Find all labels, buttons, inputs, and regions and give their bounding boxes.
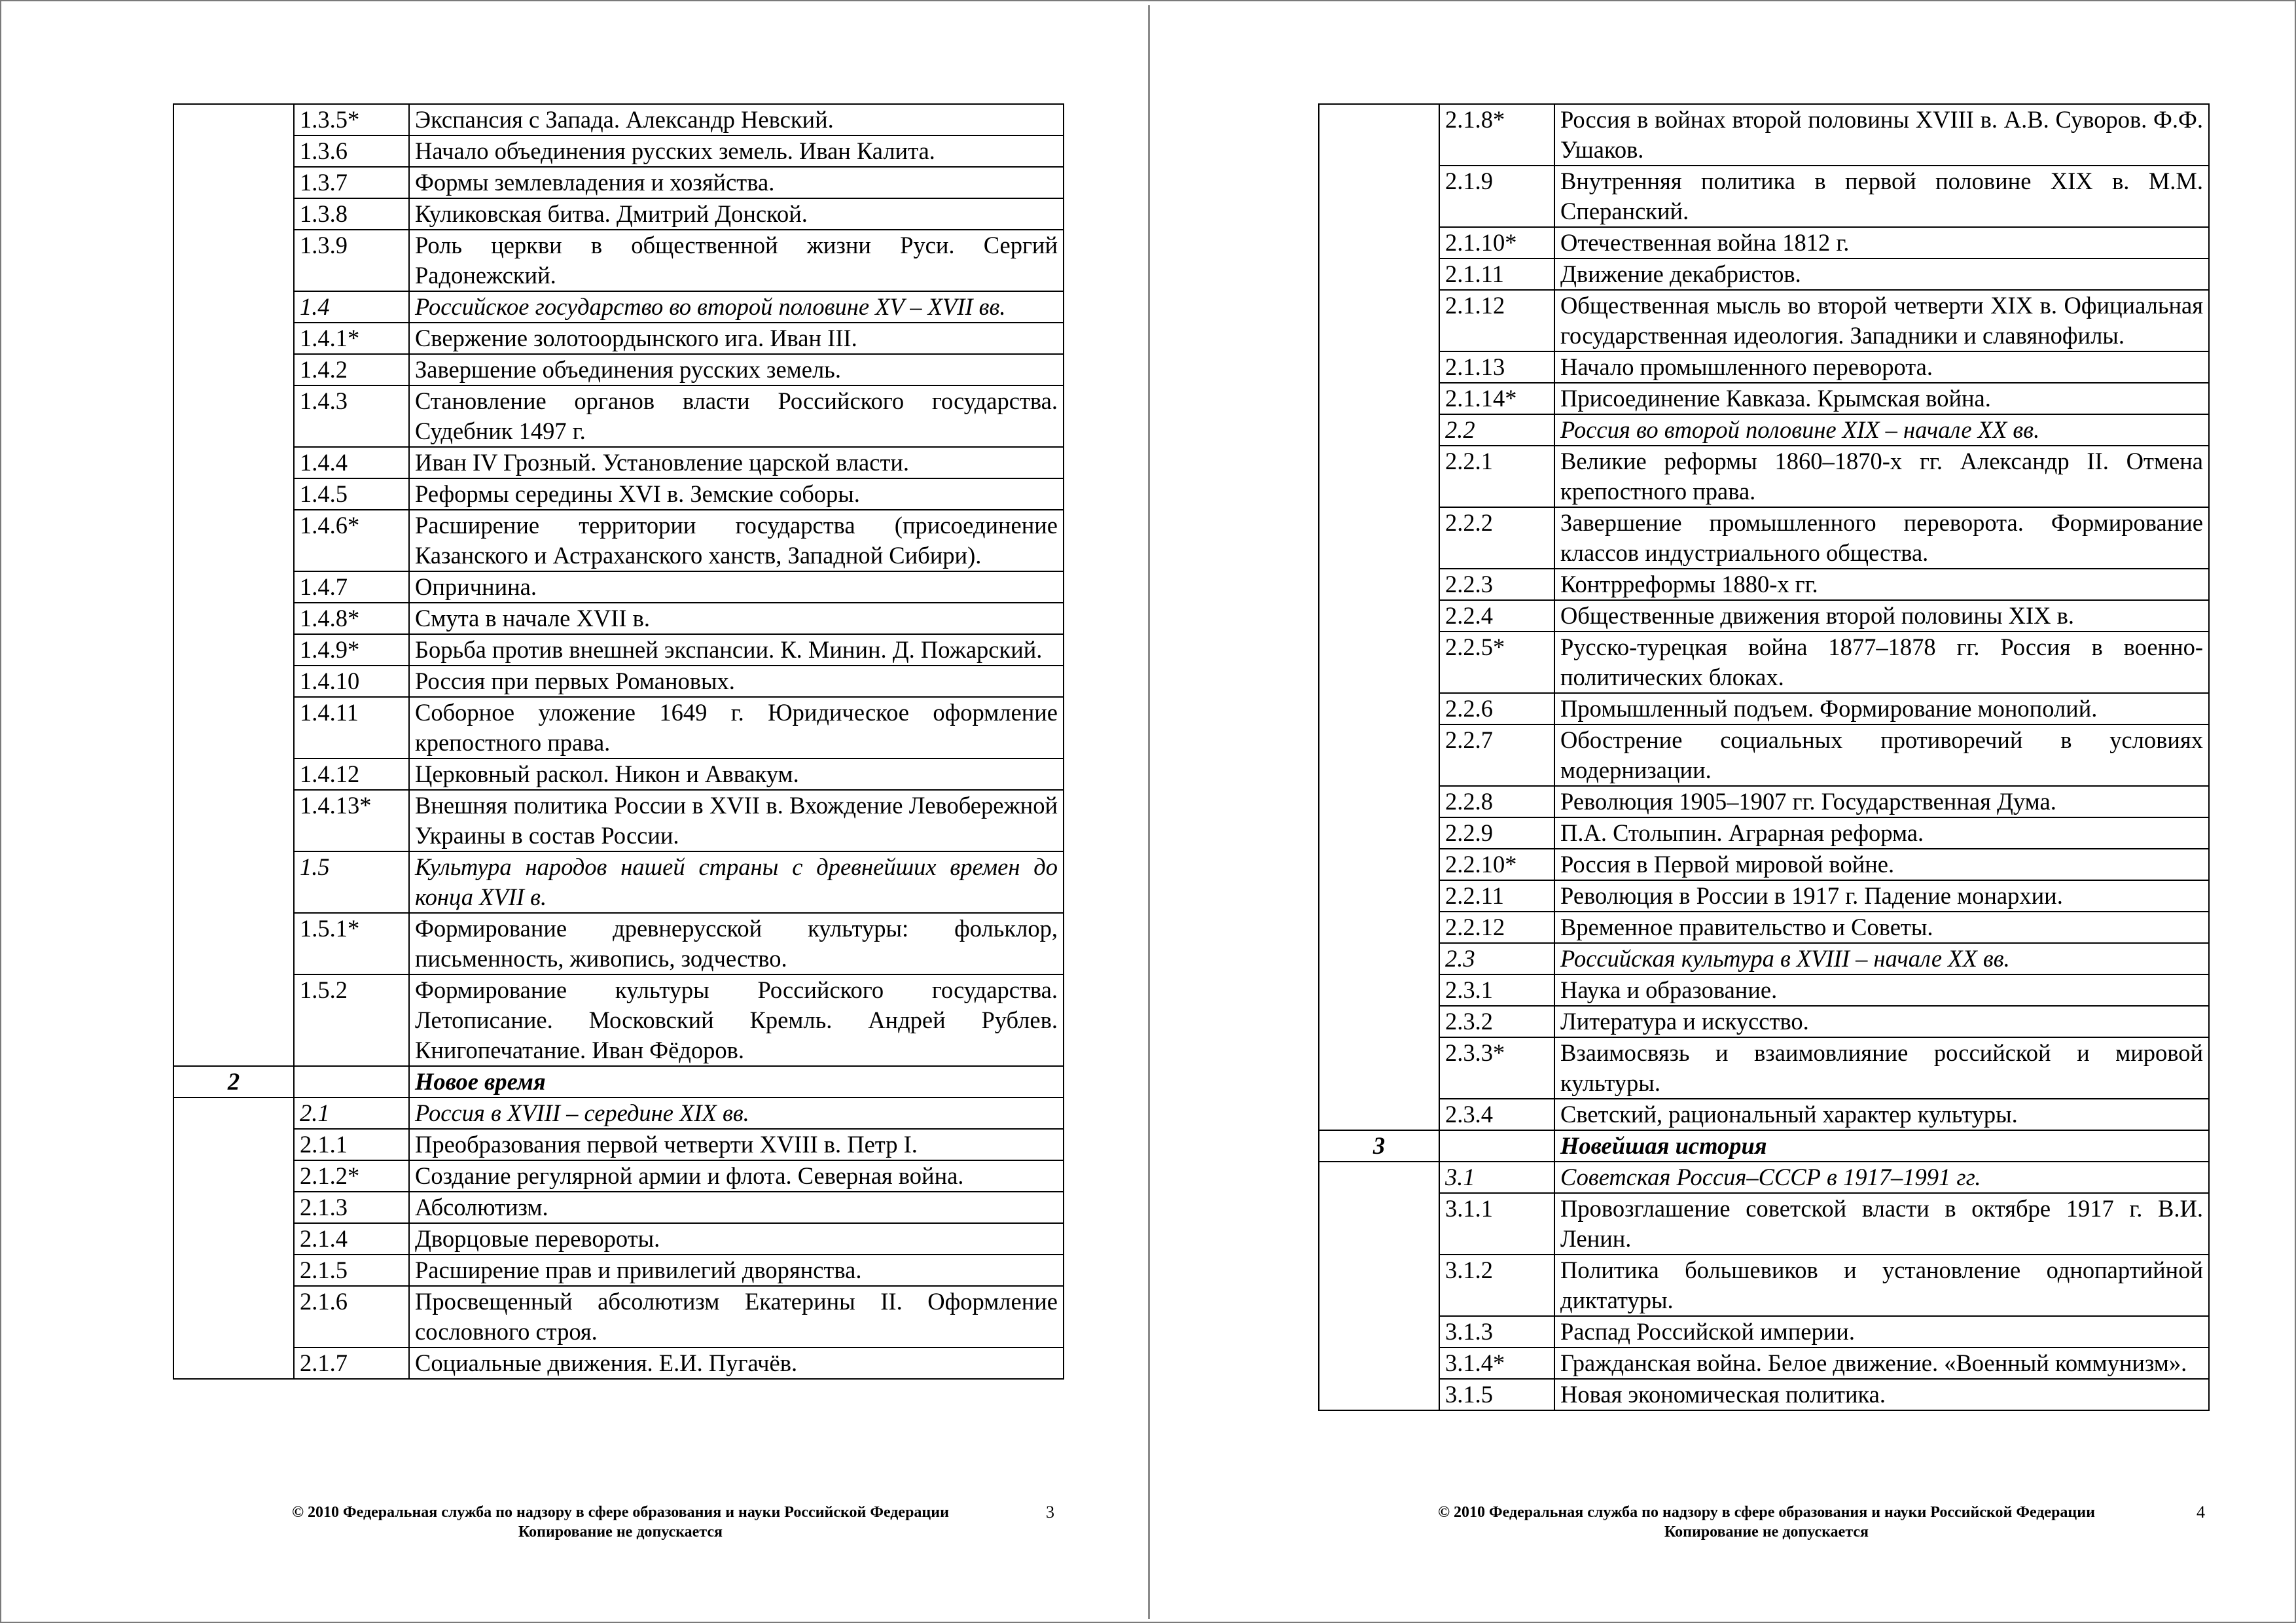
topic-code-cell: 3.1.4* bbox=[1439, 1347, 1554, 1379]
table-row bbox=[1319, 414, 2209, 446]
table-row bbox=[1319, 943, 2209, 974]
topic-title-cell: Формирование древнерусской культуры: фольклор, письменность, живопись, зодчество. bbox=[409, 913, 1064, 974]
section-number-cell bbox=[1319, 1006, 1439, 1037]
topic-code-cell: 1.5.2 bbox=[294, 974, 409, 1066]
table-row bbox=[173, 291, 1064, 323]
table-row bbox=[173, 1347, 1064, 1379]
section-number-cell bbox=[1319, 786, 1439, 817]
page-divider bbox=[1148, 5, 1150, 1619]
topic-code-cell: 1.3.5* bbox=[294, 104, 409, 135]
table-row bbox=[1319, 724, 2209, 786]
topic-title-cell: Церковный раскол. Никон и Аввакум. bbox=[409, 758, 1064, 790]
topic-title-cell: Куликовская битва. Дмитрий Донской. bbox=[409, 198, 1064, 230]
topic-code-cell: 2.1.9 bbox=[1439, 166, 1554, 227]
topic-title-cell: Расширение прав и привилегий дворянства. bbox=[409, 1255, 1064, 1286]
topic-title-cell: Контрреформы 1880-х гг. bbox=[1554, 569, 2209, 600]
section-number-cell bbox=[173, 1286, 294, 1347]
section-number-cell bbox=[173, 1255, 294, 1286]
section-number-cell bbox=[1319, 1193, 1439, 1255]
table-row bbox=[1319, 569, 2209, 600]
table-row bbox=[173, 603, 1064, 634]
topic-code-cell: 2.2.11 bbox=[1439, 880, 1554, 912]
topic-code-cell: 2.1.5 bbox=[294, 1255, 409, 1286]
table-row bbox=[173, 1160, 1064, 1192]
table-row bbox=[173, 198, 1064, 230]
section-number-cell bbox=[173, 1192, 294, 1223]
topics-table-page-4 bbox=[1318, 103, 2210, 1411]
table-row bbox=[173, 510, 1064, 571]
table-row bbox=[1319, 1347, 2209, 1379]
topic-code-cell: 1.4.2 bbox=[294, 354, 409, 385]
topic-code-cell: 2.3 bbox=[1439, 943, 1554, 974]
topic-title-cell: Россия во второй половине XIX – начале XX вв. bbox=[1554, 414, 2209, 446]
table-row bbox=[173, 385, 1064, 447]
section-number-cell bbox=[1319, 1099, 1439, 1130]
topic-code-cell: 2.1.12 bbox=[1439, 290, 1554, 351]
topic-title-cell: Формы землевладения и хозяйства. bbox=[409, 167, 1064, 198]
topic-code-cell: 2.2.6 bbox=[1439, 693, 1554, 724]
topic-code-cell: 1.4.3 bbox=[294, 385, 409, 447]
topic-title-cell: Дворцовые перевороты. bbox=[409, 1223, 1064, 1255]
table-row bbox=[1319, 600, 2209, 632]
topic-code-cell: 2.2.7 bbox=[1439, 724, 1554, 786]
table-row bbox=[1319, 1316, 2209, 1347]
topic-code-cell: 1.4.12 bbox=[294, 758, 409, 790]
topic-title-cell: Соборное уложение 1649 г. Юридическое оформление крепостного права. bbox=[409, 697, 1064, 758]
topic-code-cell bbox=[1439, 1130, 1554, 1162]
topic-title-cell: Российское государство во второй половине XV – XVII вв. bbox=[409, 291, 1064, 323]
topic-code-cell: 2.1.4 bbox=[294, 1223, 409, 1255]
table-row bbox=[173, 1192, 1064, 1223]
section-number-cell bbox=[1319, 632, 1439, 693]
section-number-cell bbox=[173, 571, 294, 603]
table-row bbox=[1319, 1099, 2209, 1130]
topic-code-cell: 1.4.13* bbox=[294, 790, 409, 851]
topic-title-cell: Провозглашение советской власти в октябре 1917 г. В.И. Ленин. bbox=[1554, 1193, 2209, 1255]
topic-code-cell: 2.1.3 bbox=[294, 1192, 409, 1223]
table-row bbox=[173, 447, 1064, 478]
topic-title-cell: Советская Россия–СССР в 1917–1991 гг. bbox=[1554, 1162, 2209, 1193]
topic-title-cell: Иван IV Грозный. Установление царской власти. bbox=[409, 447, 1064, 478]
topic-code-cell: 2.1.6 bbox=[294, 1286, 409, 1347]
section-number-cell bbox=[1319, 849, 1439, 880]
section-number-cell bbox=[1319, 414, 1439, 446]
topic-title-cell: Обострение социальных противоречий в условиях модернизации. bbox=[1554, 724, 2209, 786]
table-row bbox=[173, 354, 1064, 385]
topic-title-cell: Гражданская война. Белое движение. «Военный коммунизм». bbox=[1554, 1347, 2209, 1379]
section-number-cell bbox=[1319, 1316, 1439, 1347]
topic-code-cell: 2.1.8* bbox=[1439, 104, 1554, 166]
topic-code-cell: 2.3.1 bbox=[1439, 974, 1554, 1006]
section-number-cell bbox=[1319, 569, 1439, 600]
topic-code-cell: 2.2.4 bbox=[1439, 600, 1554, 632]
section-number-cell bbox=[173, 385, 294, 447]
section-number-cell bbox=[173, 354, 294, 385]
table-row bbox=[1319, 817, 2209, 849]
topic-title-cell: Внешняя политика России в XVII в. Вхождение Левобережной Украины в состав России. bbox=[409, 790, 1064, 851]
copyright-notice: © 2010 Федеральная служба по надзору в сфере образования и науки Российской Федерации bbox=[1438, 1504, 2095, 1521]
topic-title-cell: Культура народов нашей страны с древнейших времен до конца XVII в. bbox=[409, 851, 1064, 913]
table-row bbox=[173, 851, 1064, 913]
topic-code-cell: 2.1.1 bbox=[294, 1129, 409, 1160]
topic-code-cell: 1.4.9* bbox=[294, 634, 409, 666]
table-row bbox=[1319, 166, 2209, 227]
section-number-cell bbox=[173, 697, 294, 758]
section-number-cell bbox=[1319, 259, 1439, 290]
topic-title-cell: Социальные движения. Е.И. Пугачёв. bbox=[409, 1347, 1064, 1379]
section-number-cell bbox=[1319, 880, 1439, 912]
topic-code-cell: 2.2 bbox=[1439, 414, 1554, 446]
topic-code-cell: 2.1.14* bbox=[1439, 383, 1554, 414]
topic-code-cell: 3.1.5 bbox=[1439, 1379, 1554, 1410]
section-number-cell bbox=[173, 1347, 294, 1379]
topic-code-cell: 2.1.2* bbox=[294, 1160, 409, 1192]
topic-title-cell: Литература и искусство. bbox=[1554, 1006, 2209, 1037]
section-number-cell bbox=[173, 510, 294, 571]
table-row bbox=[1319, 1193, 2209, 1255]
topic-title-cell: Завершение промышленного переворота. Формирование классов индустриального общества. bbox=[1554, 507, 2209, 569]
topic-code-cell: 1.4.1* bbox=[294, 323, 409, 354]
section-number-cell bbox=[173, 666, 294, 697]
table-row bbox=[173, 1097, 1064, 1129]
section-number-cell bbox=[173, 104, 294, 135]
topic-title-cell: Революция 1905–1907 гг. Государственная Дума. bbox=[1554, 786, 2209, 817]
table-row bbox=[173, 697, 1064, 758]
section-number-cell bbox=[173, 1129, 294, 1160]
topic-title-cell: Смута в начале XVII в. bbox=[409, 603, 1064, 634]
topic-title-cell: Светский, рациональный характер культуры. bbox=[1554, 1099, 2209, 1130]
table-row bbox=[173, 1223, 1064, 1255]
section-number-cell bbox=[173, 603, 294, 634]
topic-title-cell: Роль церкви в общественной жизни Руси. Сергий Радонежский. bbox=[409, 230, 1064, 291]
topic-code-cell: 2.2.12 bbox=[1439, 912, 1554, 943]
topic-title-cell: Борьба против внешней экспансии. К. Минин. Д. Пожарский. bbox=[409, 634, 1064, 666]
topic-code-cell: 1.4.11 bbox=[294, 697, 409, 758]
table-row bbox=[1319, 227, 2209, 259]
topic-title-cell: Просвещенный абсолютизм Екатерины II. Оформление сословного строя. bbox=[409, 1286, 1064, 1347]
topic-title-cell: Россия в войнах второй половины XVIII в. А.В. Суворов. Ф.Ф. Ушаков. bbox=[1554, 104, 2209, 166]
section-number-cell bbox=[173, 135, 294, 167]
page-3 bbox=[5, 7, 1144, 1616]
table-row bbox=[1319, 632, 2209, 693]
topic-code-cell: 3.1.3 bbox=[1439, 1316, 1554, 1347]
topic-code-cell: 2.1.11 bbox=[1439, 259, 1554, 290]
topic-code-cell: 2.3.3* bbox=[1439, 1037, 1554, 1099]
section-number-cell bbox=[173, 291, 294, 323]
table-row bbox=[1319, 290, 2209, 351]
topic-title-cell: Движение декабристов. bbox=[1554, 259, 2209, 290]
table-row bbox=[173, 167, 1064, 198]
section-number-cell bbox=[1319, 724, 1439, 786]
topic-code-cell: 2.1.7 bbox=[294, 1347, 409, 1379]
topic-title-cell: Присоединение Кавказа. Крымская война. bbox=[1554, 383, 2209, 414]
topic-code-cell: 1.3.6 bbox=[294, 135, 409, 167]
section-number-cell bbox=[1319, 166, 1439, 227]
table-row bbox=[173, 1066, 1064, 1097]
topic-code-cell: 1.4.6* bbox=[294, 510, 409, 571]
section-number-cell bbox=[173, 230, 294, 291]
topic-code-cell: 1.3.8 bbox=[294, 198, 409, 230]
topic-code-cell: 2.1.10* bbox=[1439, 227, 1554, 259]
topic-title-cell: Великие реформы 1860–1870-х гг. Александр II. Отмена крепостного права. bbox=[1554, 446, 2209, 507]
table-row bbox=[173, 135, 1064, 167]
section-number-cell bbox=[1319, 943, 1439, 974]
table-row bbox=[1319, 786, 2209, 817]
copyright-notice: © 2010 Федеральная служба по надзору в сфере образования и науки Российской Федерации bbox=[292, 1504, 949, 1521]
topic-code-cell: 1.5.1* bbox=[294, 913, 409, 974]
section-number-cell bbox=[173, 1097, 294, 1129]
topic-code-cell: 2.2.1 bbox=[1439, 446, 1554, 507]
table-row bbox=[1319, 507, 2209, 569]
table-row bbox=[173, 1286, 1064, 1347]
topic-code-cell: 2.2.3 bbox=[1439, 569, 1554, 600]
section-number-cell bbox=[1319, 383, 1439, 414]
section-number-cell bbox=[1319, 351, 1439, 383]
topic-title-cell: Экспансия с Запада. Александр Невский. bbox=[409, 104, 1064, 135]
topic-title-cell: Становление органов власти Российского государства. Судебник 1497 г. bbox=[409, 385, 1064, 447]
topic-code-cell bbox=[294, 1066, 409, 1097]
topic-title-cell: Общественные движения второй половины XIX в. bbox=[1554, 600, 2209, 632]
copy-restriction-notice: Копирование не допускается bbox=[1664, 1524, 1869, 1541]
topic-code-cell: 3.1 bbox=[1439, 1162, 1554, 1193]
section-number-cell bbox=[1319, 104, 1439, 166]
section-number-cell bbox=[1319, 817, 1439, 849]
table-row bbox=[1319, 693, 2209, 724]
topic-title-cell: Завершение объединения русских земель. bbox=[409, 354, 1064, 385]
topic-title-cell: Новое время bbox=[409, 1066, 1064, 1097]
topic-title-cell: Свержение золотоордынского ига. Иван III. bbox=[409, 323, 1064, 354]
table-row bbox=[1319, 1130, 2209, 1162]
table-row bbox=[1319, 849, 2209, 880]
page-4 bbox=[1155, 7, 2293, 1616]
table-row bbox=[1319, 974, 2209, 1006]
table-row bbox=[1319, 1162, 2209, 1193]
table-row bbox=[1319, 259, 2209, 290]
topic-title-cell: Россия при первых Романовых. bbox=[409, 666, 1064, 697]
topic-title-cell: Реформы середины XVI в. Земские соборы. bbox=[409, 478, 1064, 510]
topic-title-cell: П.А. Столыпин. Аграрная реформа. bbox=[1554, 817, 2209, 849]
topic-code-cell: 3.1.2 bbox=[1439, 1255, 1554, 1316]
section-number-cell bbox=[173, 1223, 294, 1255]
topic-code-cell: 3.1.1 bbox=[1439, 1193, 1554, 1255]
topic-title-cell: Взаимосвязь и взаимовлияние российской и мировой культуры. bbox=[1554, 1037, 2209, 1099]
copy-restriction-notice: Копирование не допускается bbox=[518, 1524, 723, 1541]
section-number-cell bbox=[173, 758, 294, 790]
table-row bbox=[173, 478, 1064, 510]
section-number-cell bbox=[173, 323, 294, 354]
topic-title-cell: Россия в XVIII – середине XIX вв. bbox=[409, 1097, 1064, 1129]
topic-title-cell: Создание регулярной армии и флота. Северная война. bbox=[409, 1160, 1064, 1192]
topic-code-cell: 1.5 bbox=[294, 851, 409, 913]
table-row bbox=[1319, 383, 2209, 414]
section-number-cell bbox=[173, 851, 294, 913]
topic-code-cell: 2.2.5* bbox=[1439, 632, 1554, 693]
section-number-cell bbox=[1319, 507, 1439, 569]
table-row bbox=[1319, 351, 2209, 383]
topic-title-cell: Внутренняя политика в первой половине XIX в. М.М. Сперанский. bbox=[1554, 166, 2209, 227]
topic-title-cell: Наука и образование. bbox=[1554, 974, 2209, 1006]
section-number-cell: 3 bbox=[1319, 1130, 1439, 1162]
topic-code-cell: 1.3.7 bbox=[294, 167, 409, 198]
table-row bbox=[1319, 104, 2209, 166]
table-row bbox=[1319, 1255, 2209, 1316]
topic-code-cell: 2.2.8 bbox=[1439, 786, 1554, 817]
topic-code-cell: 2.1 bbox=[294, 1097, 409, 1129]
topic-code-cell: 1.3.9 bbox=[294, 230, 409, 291]
section-number-cell bbox=[173, 634, 294, 666]
page-footer bbox=[267, 1503, 974, 1542]
table-row bbox=[173, 758, 1064, 790]
topic-title-cell: Новейшая история bbox=[1554, 1130, 2209, 1162]
topic-title-cell: Новая экономическая политика. bbox=[1554, 1379, 2209, 1410]
topic-code-cell: 1.4.10 bbox=[294, 666, 409, 697]
topics-table-page-3 bbox=[173, 103, 1064, 1380]
topic-title-cell: Революция в России в 1917 г. Падение монархии. bbox=[1554, 880, 2209, 912]
table-row bbox=[1319, 1006, 2209, 1037]
topic-title-cell: Русско-турецкая война 1877–1878 гг. Россия в военно-политических блоках. bbox=[1554, 632, 2209, 693]
topic-code-cell: 1.4.5 bbox=[294, 478, 409, 510]
topic-title-cell: Расширение территории государства (присоединение Казанского и Астраханского ханств, Западной Сибири). bbox=[409, 510, 1064, 571]
section-number-cell bbox=[173, 198, 294, 230]
topic-title-cell: Общественная мысль во второй четверти XIX в. Официальная государственная идеология. Западники и славянофилы. bbox=[1554, 290, 2209, 351]
section-number-cell bbox=[1319, 600, 1439, 632]
table-row bbox=[173, 974, 1064, 1066]
section-number-cell bbox=[1319, 693, 1439, 724]
section-number-cell bbox=[173, 447, 294, 478]
page-number: 3 bbox=[1046, 1503, 1054, 1522]
table-row bbox=[1319, 912, 2209, 943]
topic-title-cell: Формирование культуры Российского государства. Летописание. Московский Кремль. Андрей Рублев. Книгопечатание. Иван Фёдоров. bbox=[409, 974, 1064, 1066]
section-number-cell bbox=[173, 790, 294, 851]
topic-title-cell: Распад Российской империи. bbox=[1554, 1316, 2209, 1347]
topic-title-cell: Россия в Первой мировой войне. bbox=[1554, 849, 2209, 880]
table-row bbox=[173, 1255, 1064, 1286]
topic-title-cell: Начало промышленного переворота. bbox=[1554, 351, 2209, 383]
topic-code-cell: 1.4.4 bbox=[294, 447, 409, 478]
topic-code-cell: 1.4.8* bbox=[294, 603, 409, 634]
topic-code-cell: 2.3.2 bbox=[1439, 1006, 1554, 1037]
topic-code-cell: 2.3.4 bbox=[1439, 1099, 1554, 1130]
section-number-cell bbox=[1319, 1255, 1439, 1316]
section-number-cell bbox=[173, 1160, 294, 1192]
topic-title-cell: Российская культура в XVIII – начале XX вв. bbox=[1554, 943, 2209, 974]
table-row bbox=[1319, 1379, 2209, 1410]
page-footer bbox=[1413, 1503, 2120, 1542]
topic-code-cell: 2.2.2 bbox=[1439, 507, 1554, 569]
table-row bbox=[173, 666, 1064, 697]
topic-title-cell: Политика большевиков и установление однопартийной диктатуры. bbox=[1554, 1255, 2209, 1316]
section-number-cell bbox=[173, 974, 294, 1066]
topic-title-cell: Начало объединения русских земель. Иван Калита. bbox=[409, 135, 1064, 167]
table-row bbox=[173, 790, 1064, 851]
topic-code-cell: 2.2.9 bbox=[1439, 817, 1554, 849]
section-number-cell bbox=[173, 913, 294, 974]
table-row bbox=[173, 230, 1064, 291]
topic-title-cell: Временное правительство и Советы. bbox=[1554, 912, 2209, 943]
page-number: 4 bbox=[2197, 1503, 2205, 1522]
section-number-cell bbox=[1319, 912, 1439, 943]
table-row bbox=[1319, 1037, 2209, 1099]
topic-title-cell: Абсолютизм. bbox=[409, 1192, 1064, 1223]
section-number-cell bbox=[1319, 446, 1439, 507]
table-row bbox=[173, 913, 1064, 974]
topic-title-cell: Промышленный подъем. Формирование монополий. bbox=[1554, 693, 2209, 724]
table-row bbox=[1319, 446, 2209, 507]
section-number-cell: 2 bbox=[173, 1066, 294, 1097]
section-number-cell bbox=[1319, 290, 1439, 351]
section-number-cell bbox=[1319, 1162, 1439, 1193]
section-number-cell bbox=[1319, 227, 1439, 259]
section-number-cell bbox=[1319, 1379, 1439, 1410]
topic-title-cell: Отечественная война 1812 г. bbox=[1554, 227, 2209, 259]
topic-title-cell: Опричнина. bbox=[409, 571, 1064, 603]
section-number-cell bbox=[173, 167, 294, 198]
table-row bbox=[173, 1129, 1064, 1160]
table-row bbox=[173, 634, 1064, 666]
topic-title-cell: Преобразования первой четверти XVIII в. Петр I. bbox=[409, 1129, 1064, 1160]
section-number-cell bbox=[1319, 1347, 1439, 1379]
table-row bbox=[173, 104, 1064, 135]
table-row bbox=[173, 323, 1064, 354]
topic-code-cell: 2.1.13 bbox=[1439, 351, 1554, 383]
table-row bbox=[1319, 880, 2209, 912]
topic-code-cell: 2.2.10* bbox=[1439, 849, 1554, 880]
section-number-cell bbox=[1319, 1037, 1439, 1099]
table-row bbox=[173, 571, 1064, 603]
section-number-cell bbox=[1319, 974, 1439, 1006]
topic-code-cell: 1.4 bbox=[294, 291, 409, 323]
section-number-cell bbox=[173, 478, 294, 510]
topic-code-cell: 1.4.7 bbox=[294, 571, 409, 603]
